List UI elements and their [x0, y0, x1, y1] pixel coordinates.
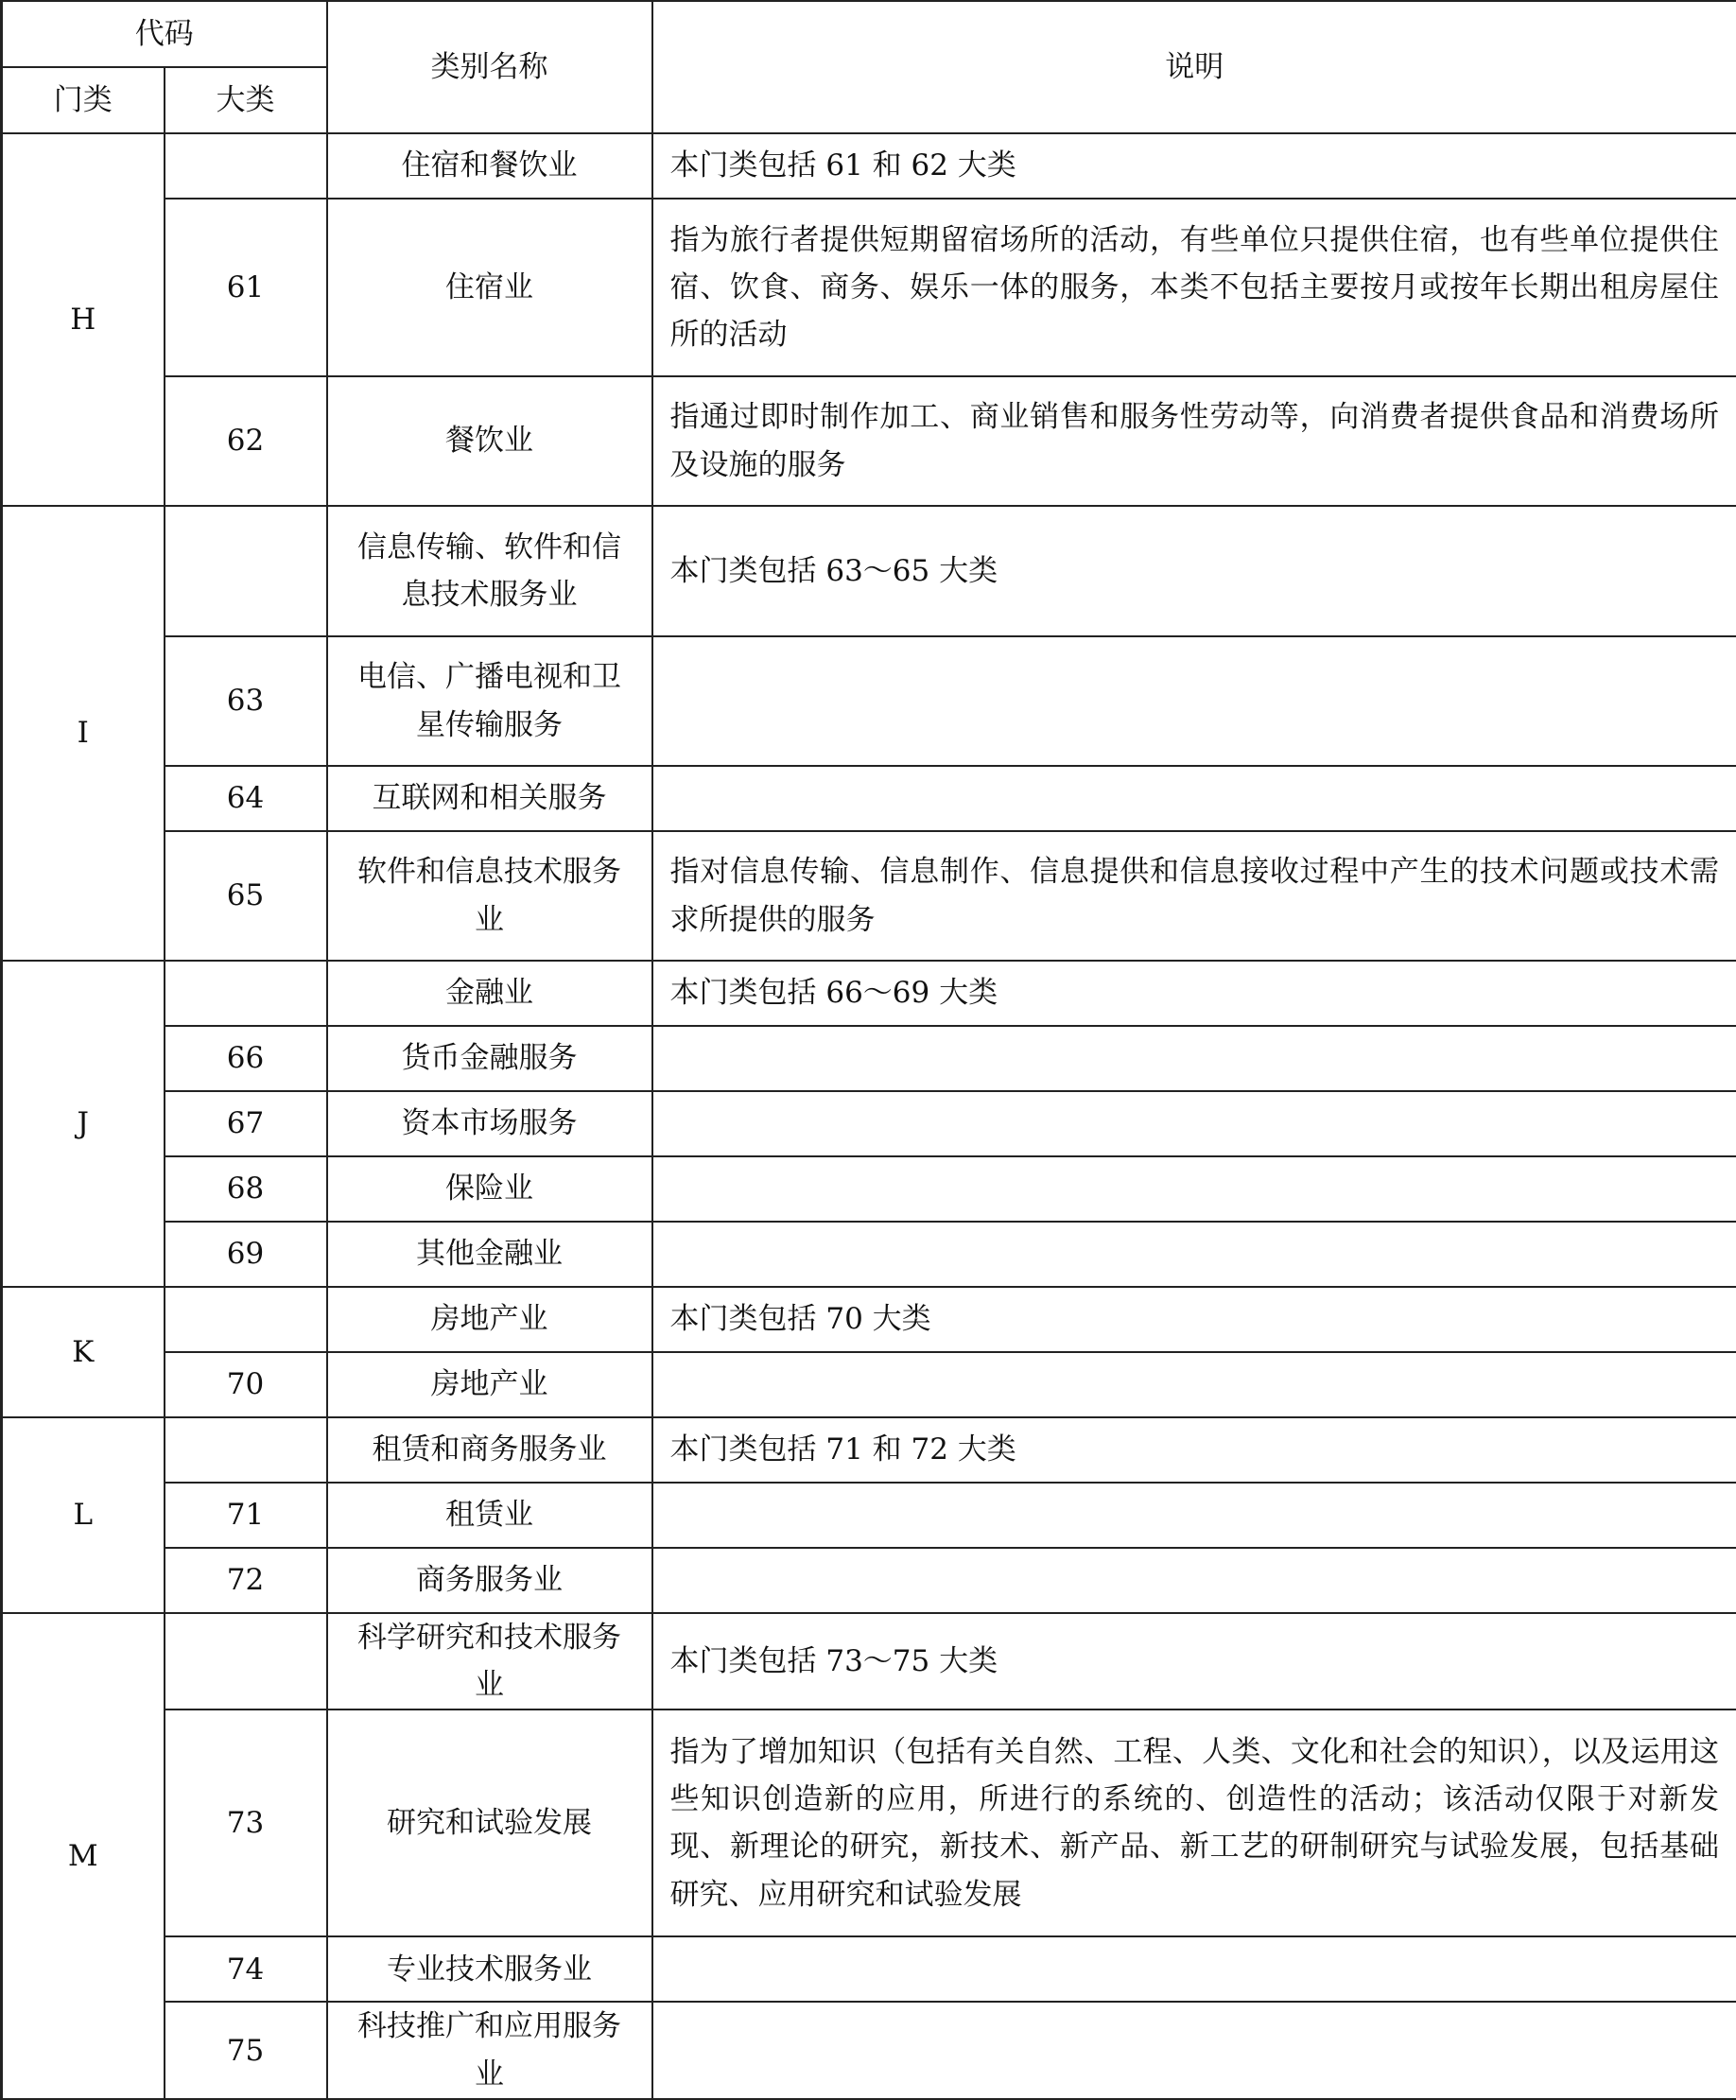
table-row — [2, 199, 1736, 376]
desc-cell — [652, 2002, 1736, 2098]
menlei-cell: K — [2, 1287, 165, 1417]
dalei-cell: 63 — [165, 636, 327, 766]
dalei-cell — [165, 133, 327, 199]
name-cell: 专业技术服务业 — [327, 1936, 652, 2002]
desc-cell: 指对信息传输、信息制作、信息提供和信息接收过程中产生的技术问题或技术需求所提供的服务 — [652, 831, 1736, 961]
header-name: 类别名称 — [327, 1, 652, 133]
dalei-cell — [165, 1613, 327, 1710]
name-cell: 住宿和餐饮业 — [327, 133, 652, 199]
desc-cell — [652, 1936, 1736, 2002]
header-desc: 说明 — [652, 1, 1736, 133]
dalei-cell: 72 — [165, 1548, 327, 1613]
table-row — [2, 1091, 1736, 1156]
dalei-cell: 62 — [165, 376, 327, 506]
name-cell: 住宿业 — [327, 199, 652, 376]
table-row — [2, 1156, 1736, 1222]
desc-cell: 本门类包括 70 大类 — [652, 1287, 1736, 1352]
name-cell: 资本市场服务 — [327, 1091, 652, 1156]
desc-cell: 指为旅行者提供短期留宿场所的活动，有些单位只提供住宿，也有些单位提供住宿、饮食、商务、娱乐一体的服务，本类不包括主要按月或按年长期出租房屋住所的活动 — [652, 199, 1736, 376]
name-cell: 科学研究和技术服务业 — [327, 1613, 652, 1710]
dalei-cell: 66 — [165, 1026, 327, 1091]
dalei-cell: 69 — [165, 1222, 327, 1287]
desc-cell: 指为了增加知识（包括有关自然、工程、人类、文化和社会的知识），以及运用这些知识创造新的应用，所进行的系统的、创造性的活动；该活动仅限于对新发现、新理论的研究，新技术、新产品、新工艺的研制研究与试验发展，包括基础研究、应用研究和试验发展 — [652, 1710, 1736, 1936]
table-row — [2, 1352, 1736, 1417]
dalei-cell: 68 — [165, 1156, 327, 1222]
dalei-cell — [165, 961, 327, 1026]
dalei-cell: 73 — [165, 1710, 327, 1936]
menlei-cell: M — [2, 1613, 165, 2099]
desc-cell: 指通过即时制作加工、商业销售和服务性劳动等，向消费者提供食品和消费场所及设施的服务 — [652, 376, 1736, 506]
name-cell: 其他金融业 — [327, 1222, 652, 1287]
dalei-cell — [165, 506, 327, 636]
dalei-cell — [165, 1417, 327, 1483]
menlei-cell: J — [2, 961, 165, 1287]
desc-cell — [652, 1222, 1736, 1287]
dalei-cell: 75 — [165, 2002, 327, 2098]
table-row — [2, 1613, 1736, 1710]
table-row — [2, 376, 1736, 506]
desc-cell — [652, 766, 1736, 831]
table-row — [2, 1483, 1736, 1548]
name-cell: 研究和试验发展 — [327, 1710, 652, 1936]
name-cell: 科技推广和应用服务业 — [327, 2002, 652, 2098]
desc-cell — [652, 1091, 1736, 1156]
menlei-cell: H — [2, 133, 165, 506]
name-cell: 金融业 — [327, 961, 652, 1026]
table-row — [2, 1936, 1736, 2002]
header-row-1 — [2, 1, 1736, 67]
name-cell: 软件和信息技术服务业 — [327, 831, 652, 961]
table-row — [2, 1417, 1736, 1483]
table-row — [2, 1026, 1736, 1091]
name-cell: 房地产业 — [327, 1352, 652, 1417]
desc-cell — [652, 1483, 1736, 1548]
desc-cell — [652, 636, 1736, 766]
table-row — [2, 506, 1736, 636]
header-dalei: 大类 — [165, 67, 327, 133]
dalei-cell: 65 — [165, 831, 327, 961]
name-cell: 租赁业 — [327, 1483, 652, 1548]
table-row — [2, 2002, 1736, 2098]
table-row — [2, 133, 1736, 199]
header-menlei: 门类 — [2, 67, 165, 133]
desc-cell: 本门类包括 63～65 大类 — [652, 506, 1736, 636]
name-cell: 信息传输、软件和信息技术服务业 — [327, 506, 652, 636]
name-cell: 餐饮业 — [327, 376, 652, 506]
menlei-cell: L — [2, 1417, 165, 1613]
name-cell: 互联网和相关服务 — [327, 766, 652, 831]
menlei-cell: I — [2, 506, 165, 961]
table-row — [2, 831, 1736, 961]
name-cell: 租赁和商务服务业 — [327, 1417, 652, 1483]
table-row — [2, 766, 1736, 831]
desc-cell: 本门类包括 61 和 62 大类 — [652, 133, 1736, 199]
desc-cell: 本门类包括 73～75 大类 — [652, 1613, 1736, 1710]
desc-cell — [652, 1026, 1736, 1091]
desc-cell: 本门类包括 71 和 72 大类 — [652, 1417, 1736, 1483]
table-row — [2, 636, 1736, 766]
name-cell: 房地产业 — [327, 1287, 652, 1352]
dalei-cell: 70 — [165, 1352, 327, 1417]
dalei-cell: 71 — [165, 1483, 327, 1548]
name-cell: 电信、广播电视和卫星传输服务 — [327, 636, 652, 766]
header-code: 代码 — [2, 1, 327, 67]
dalei-cell: 64 — [165, 766, 327, 831]
table-row — [2, 1710, 1736, 1936]
desc-cell — [652, 1156, 1736, 1222]
dalei-cell — [165, 1287, 327, 1352]
table-row — [2, 961, 1736, 1026]
table-row — [2, 1222, 1736, 1287]
dalei-cell: 67 — [165, 1091, 327, 1156]
name-cell: 货币金融服务 — [327, 1026, 652, 1091]
name-cell: 商务服务业 — [327, 1548, 652, 1613]
desc-cell — [652, 1352, 1736, 1417]
desc-cell: 本门类包括 66～69 大类 — [652, 961, 1736, 1026]
name-cell: 保险业 — [327, 1156, 652, 1222]
dalei-cell: 61 — [165, 199, 327, 376]
table-row — [2, 1287, 1736, 1352]
desc-cell — [652, 1548, 1736, 1613]
table-row — [2, 1548, 1736, 1613]
dalei-cell: 74 — [165, 1936, 327, 2002]
